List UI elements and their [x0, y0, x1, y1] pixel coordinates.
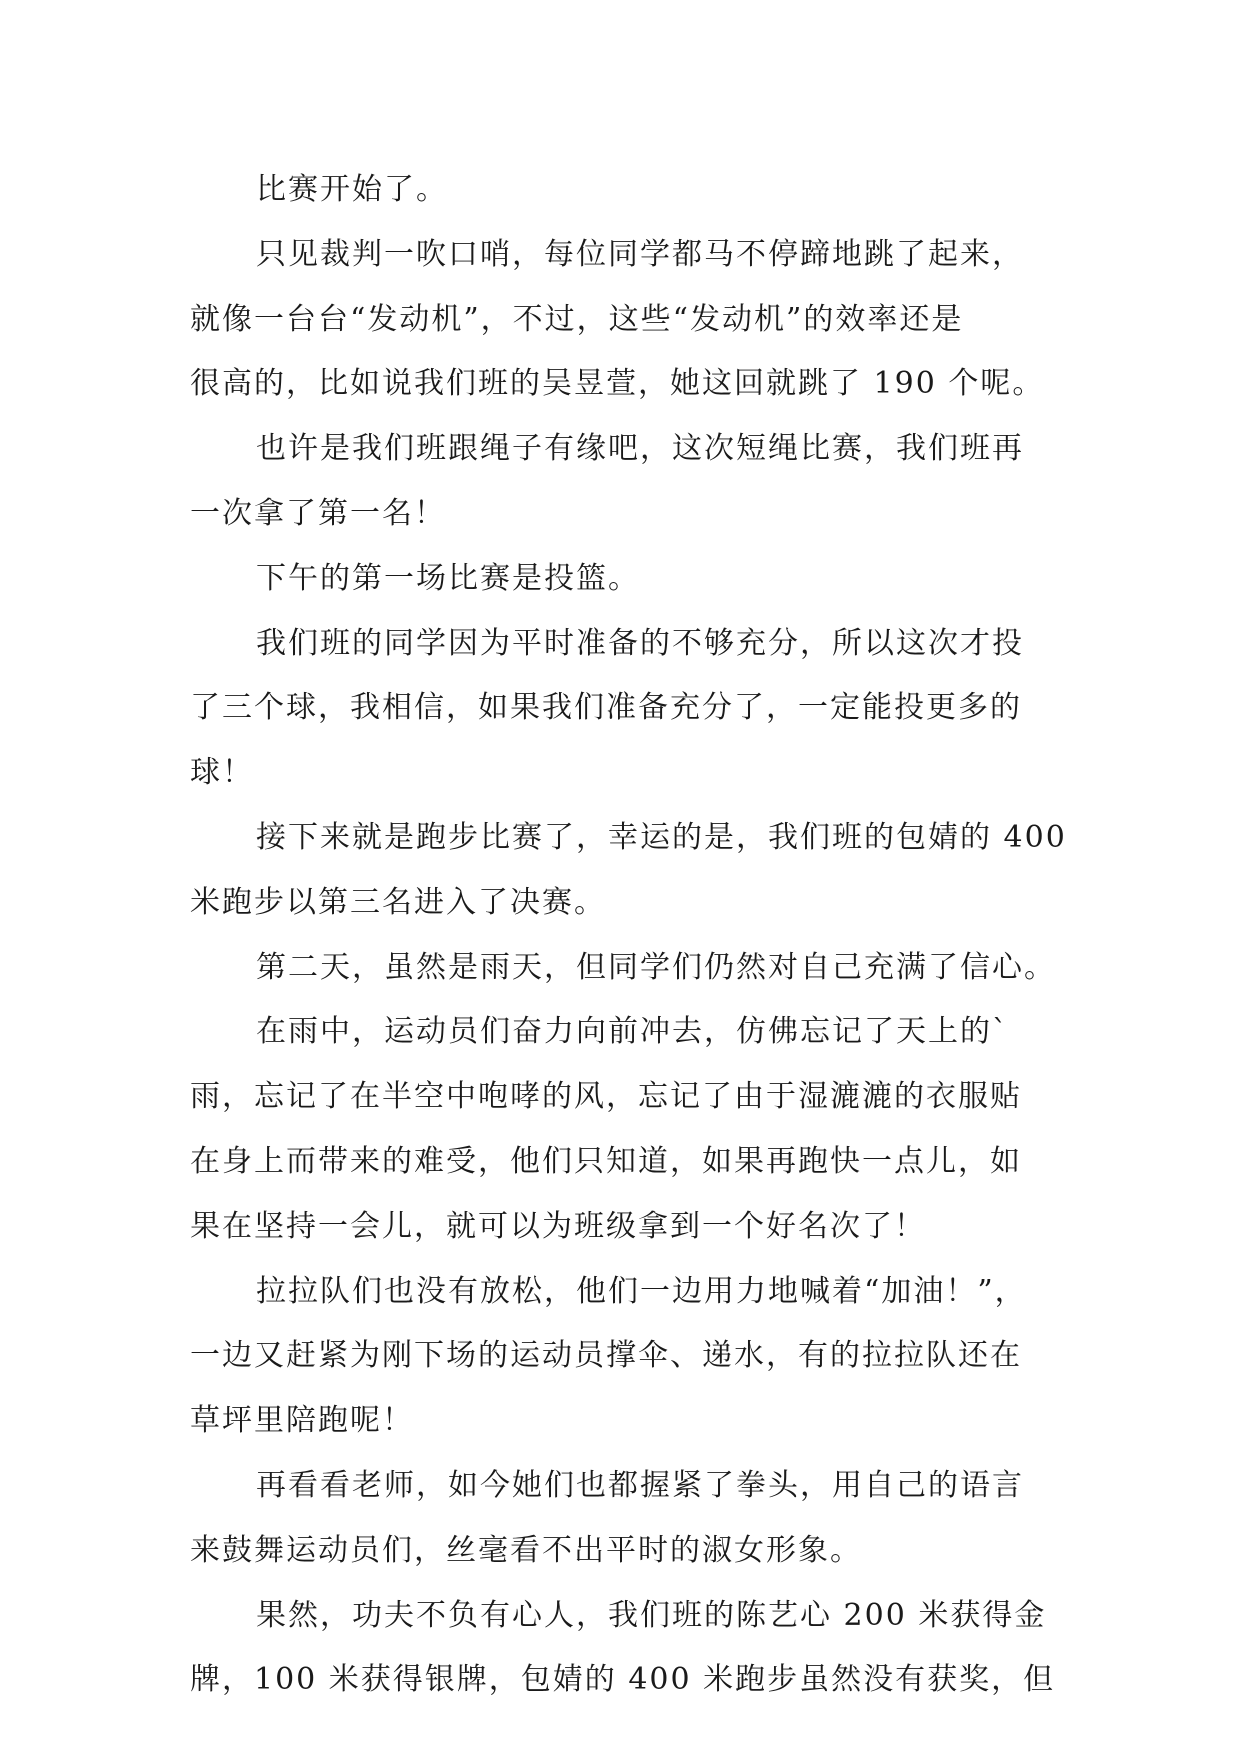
text-line: 果然，功夫不负有心人，我们班的陈艺心 200 米获得金	[256, 1597, 1047, 1633]
text-line: 果在坚持一会儿，就可以为班级拿到一个好名次了！	[190, 1208, 926, 1244]
document-body	[190, 158, 1070, 1713]
text-line: 在身上而带来的难受，他们只知道，如果再跑快一点儿，如	[190, 1143, 1022, 1179]
text-line: 再看看老师，如今她们也都握紧了拳头，用自己的语言	[256, 1467, 1024, 1503]
text-line: 比赛开始了。	[256, 172, 448, 207]
text-line: 第二天，虽然是雨天，但同学们仍然对自己充满了信心。	[256, 949, 1056, 985]
text-line: 只见裁判一吹口哨，每位同学都马不停蹄地跳了起来，	[256, 236, 1024, 272]
text-line: 球！	[190, 755, 254, 791]
text-line: 米跑步以第三名进入了决赛。	[190, 884, 606, 920]
text-line: 一次拿了第一名！	[190, 495, 446, 531]
text-line: 拉拉队们也没有放松，他们一边用力地喊着“加油！”，	[256, 1273, 1027, 1309]
text-line: 牌，100 米获得银牌，包婧的 400 米跑步虽然没有获奖，但	[190, 1662, 1056, 1698]
text-line: 来鼓舞运动员们，丝毫看不出平时的淑女形象。	[190, 1532, 862, 1568]
text-line: 也许是我们班跟绳子有缘吧，这次短绳比赛，我们班再	[256, 431, 1024, 467]
text-line: 下午的第一场比赛是投篮。	[256, 560, 640, 596]
text-line: 接下来就是跑步比赛了，幸运的是，我们班的包婧的 400	[256, 819, 1067, 855]
text-line: 雨，忘记了在半空中咆哮的风，忘记了由于湿漉漉的衣服贴	[190, 1079, 1022, 1115]
text-line: 就像一台台“发动机”，不过，这些“发动机”的效率还是	[190, 301, 964, 337]
text-line: 了三个球，我相信，如果我们准备充分了，一定能投更多的	[190, 690, 1022, 726]
text-line: 我们班的同学因为平时准备的不够充分，所以这次才投	[256, 625, 1024, 661]
text-line: 很高的，比如说我们班的吴昱萱，她这回就跳了 190 个呢。	[190, 366, 1045, 402]
text-line: 在雨中，运动员们奋力向前冲去，仿佛忘记了天上的`	[256, 1014, 1009, 1050]
text-line: 一边又赶紧为刚下场的运动员撑伞、递水，有的拉拉队还在	[190, 1338, 1022, 1374]
text-line: 草坪里陪跑呢！	[190, 1403, 414, 1439]
